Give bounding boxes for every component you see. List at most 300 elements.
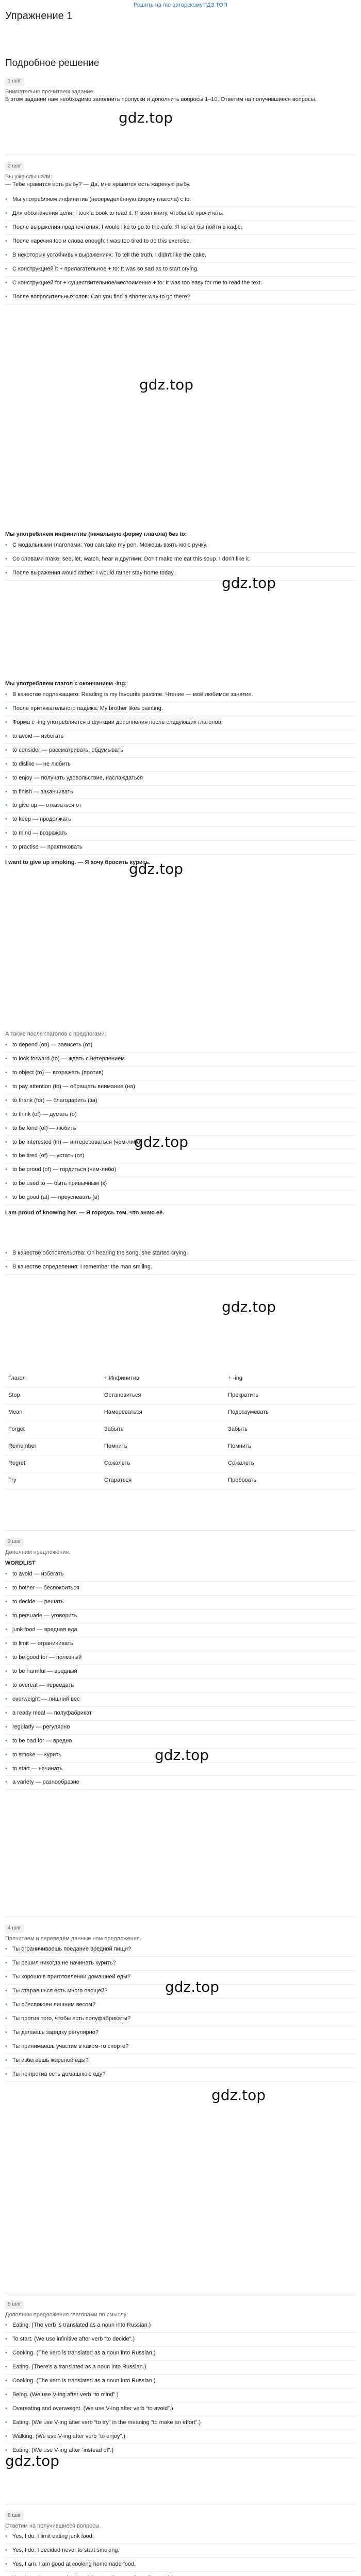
watermark: gdz.top xyxy=(134,1133,189,1150)
word-item-text: a ready meal — полуфабрикат xyxy=(12,1709,92,1716)
word-item-text: to be harmful — вредный xyxy=(12,1668,77,1674)
solution-item xyxy=(5,2402,356,2416)
bullet-icon: • xyxy=(5,1571,7,1578)
word-item-text: to smoke — курить xyxy=(12,1751,62,1758)
word-item xyxy=(5,1721,356,1735)
step10-list xyxy=(5,2530,356,2576)
answer-item xyxy=(5,2572,356,2576)
step5-block xyxy=(5,1030,356,1217)
question-item xyxy=(5,1957,356,1971)
rule-item-text: В качестве подлежащего: Reading is my favourite pastime. Чтение — моё любимое занятие. xyxy=(12,691,253,698)
step4-block xyxy=(5,680,356,867)
table-cell: Стараться xyxy=(101,1472,225,1489)
step2-list xyxy=(5,193,356,304)
rule-item xyxy=(5,235,356,249)
top-link[interactable]: Решить на /по авторскому ГДЗ.ТОП xyxy=(134,2,227,8)
bullet-icon: • xyxy=(5,830,7,837)
verb-item-text: to be tired (of) — устать (от) xyxy=(12,1153,85,1159)
verb-item-text: to thank (for) — благодарить (за) xyxy=(12,1097,97,1104)
question-item xyxy=(5,1943,356,1957)
bullet-icon: • xyxy=(5,2015,7,2022)
step9-block xyxy=(5,2300,356,2458)
bullet-icon: • xyxy=(5,1626,7,1633)
solution-item-text: Being. (We use V-ing after verb “to mind”.) xyxy=(12,2392,119,2398)
word-item-text: to avoid — избегать xyxy=(12,1571,64,1578)
table-cell: Подразумевать xyxy=(225,1404,356,1421)
question-item xyxy=(5,2012,356,2026)
watermark: gdz.top xyxy=(119,109,173,126)
intro-text-1: Внимательно прочитаем задание. xyxy=(5,88,95,95)
bullet-icon: • xyxy=(5,2392,7,2398)
verb-item-text: to mind — возражать xyxy=(12,830,68,837)
verb-item-text: to be interested (in) — интересоваться (чем-либо) xyxy=(12,1139,142,1145)
step5-example: I am proud of knowing her. — Я горжусь тем, что знаю её. xyxy=(5,1210,165,1216)
solution-item-text: Overeating and overweight. (We use V-ing after verb “to avoid”.) xyxy=(12,2405,173,2412)
rule-item xyxy=(5,249,356,263)
verb-item xyxy=(5,1177,356,1191)
word-item-text: to persuade — уговорить xyxy=(12,1613,77,1619)
table-cell: Сожалеть xyxy=(101,1455,225,1472)
table-row xyxy=(5,1472,356,1489)
rule-item xyxy=(5,716,356,730)
rule-item xyxy=(5,1247,356,1261)
table-cell: Пробовать xyxy=(225,1472,356,1489)
bullet-icon: • xyxy=(5,1041,7,1048)
bullet-icon: • xyxy=(5,2405,7,2412)
solution-item xyxy=(5,2375,356,2388)
word-item xyxy=(5,1582,356,1596)
rule-item-text: Мы употребляем инфинитив (неопределённую форму глагола) с to: xyxy=(12,196,191,203)
word-item xyxy=(5,1637,356,1651)
rule-item xyxy=(5,277,356,291)
bullet-icon: • xyxy=(5,2533,7,2540)
step4-title: Мы употребляем глагол с окончанием -ing: xyxy=(5,681,127,687)
word-item xyxy=(5,1762,356,1776)
step8-list xyxy=(5,1943,356,2081)
answer-item-text: Yes, I do. I limit eating junk food. xyxy=(12,2533,94,2540)
word-item-text: overweight — лишний вес xyxy=(12,1696,80,1702)
step6-block xyxy=(5,1247,356,1275)
bullet-icon: • xyxy=(5,1139,7,1145)
bullet-icon: • xyxy=(5,555,7,562)
bullet-icon: • xyxy=(5,1751,7,1758)
intro-text-2: В этом задании нам необходимо заполнить пропуски и дополнить вопросы 1–10. Ответим на получившиеся вопросы. xyxy=(5,96,317,103)
bullet-icon: • xyxy=(5,1111,7,1117)
bullet-icon: • xyxy=(5,1779,7,1786)
table-cell: Сожалеть xyxy=(225,1455,356,1472)
bullet-icon: • xyxy=(5,1765,7,1772)
verb-item-text: to be proud (of) — гордиться (чем-либо) xyxy=(12,1166,117,1173)
solution-item-text: Eating. (There's a translated as a noun into Russian.) xyxy=(12,2364,146,2370)
word-item xyxy=(5,1596,356,1609)
question-item-text: Ты обеспокоен лишним весом? xyxy=(12,2002,95,2008)
word-item xyxy=(5,1623,356,1637)
verb-item-text: to pay attention (to) — обращать внимание (на) xyxy=(12,1083,135,1090)
rule-item xyxy=(5,291,356,304)
table-row xyxy=(5,1455,356,1472)
table-header-cell: Глагол xyxy=(5,1370,101,1387)
verb-item xyxy=(5,1039,356,1053)
bullet-icon: • xyxy=(5,196,7,203)
verb-item xyxy=(5,1066,356,1080)
rule-item-text: В некоторых устойчивых выражениях: To tell the truth, I didn't like the cake. xyxy=(12,252,207,259)
question-item-text: Ты делаешь зарядку регулярно? xyxy=(12,2029,99,2036)
bullet-icon: • xyxy=(5,1055,7,1062)
bullet-icon: • xyxy=(5,1069,7,1076)
watermark: gdz.top xyxy=(165,1978,220,1995)
step5-lead: А также после глаголов с предлогами: xyxy=(5,1031,106,1037)
step10-block xyxy=(5,2512,356,2576)
verb-item xyxy=(5,730,356,744)
bullet-icon: • xyxy=(5,1263,7,1270)
word-item xyxy=(5,1651,356,1665)
verb-item xyxy=(5,841,356,855)
table-cell: Forget xyxy=(5,1421,101,1438)
table-header xyxy=(5,1370,356,1387)
rule-item-text: Со словами make, see, let, watch, hear и другими: Don't make me eat this soup. I don't like it. xyxy=(12,555,251,562)
verb-item-text: to practise — практиковать xyxy=(12,844,83,851)
bullet-icon: • xyxy=(5,266,7,273)
verb-item xyxy=(5,827,356,841)
solution-item xyxy=(5,2430,356,2444)
solution-item-text: Cooking. (The verb is translated as a noun into Russian.) xyxy=(12,2378,156,2384)
step-badge: 2 шаг xyxy=(5,162,24,171)
word-item-text: to bother — беспокоиться xyxy=(12,1585,79,1591)
question-item-text: Ты принимаешь участие в каком-то спорте? xyxy=(12,2043,129,2049)
step7-lead: Дополним предложения: xyxy=(5,1549,71,1555)
rule-item-text: После притяжательного падежа: My brother likes painting. xyxy=(12,705,163,711)
bullet-icon: • xyxy=(5,1974,7,1980)
verb-item xyxy=(5,1080,356,1094)
bullet-icon: • xyxy=(5,1250,7,1256)
verb-item xyxy=(5,772,356,786)
solution-item xyxy=(5,2361,356,2375)
table-block xyxy=(5,1370,356,1489)
verb-item xyxy=(5,1108,356,1122)
question-item xyxy=(5,1998,356,2012)
table-cell: Try xyxy=(5,1472,101,1489)
word-item-text: to decide — решать xyxy=(12,1599,64,1605)
verb-item-text: to be good (at) — преуспевать (в) xyxy=(12,1194,100,1201)
question-item-text: Ты не против есть домашнюю еду? xyxy=(12,2071,106,2077)
bullet-icon: • xyxy=(5,2336,7,2343)
verb-item-text: to finish — заканчивать xyxy=(12,788,73,795)
verb-item-text: to avoid — избегать xyxy=(12,733,64,739)
verb-item xyxy=(5,1163,356,1177)
table-header-cell: + Инфинитив xyxy=(101,1370,225,1387)
step3-title: Мы употребляем инфинитив (начальную форму глагола) без to: xyxy=(5,531,187,537)
step4-verbs xyxy=(5,730,356,855)
bullet-icon: • xyxy=(5,1125,7,1131)
bullet-icon: • xyxy=(5,1153,7,1159)
bullet-icon: • xyxy=(5,733,7,739)
rule-item-text: С модальными глаголами: You can take my pen. Можешь взять мою ручку. xyxy=(12,541,208,548)
solution-item-text: To start. (We use infinitive after verb “to decide”.) xyxy=(12,2336,135,2343)
verb-item-text: to depend (on) — зависеть (от) xyxy=(12,1041,93,1048)
word-item xyxy=(5,1609,356,1623)
watermark: gdz.top xyxy=(5,2452,60,2469)
bullet-icon: • xyxy=(5,1946,7,1953)
page-subtitle: Подробное решение xyxy=(5,58,100,69)
bullet-icon: • xyxy=(5,1668,7,1674)
rule-item-text: В качестве определения: I remember the man smiling. xyxy=(12,1263,153,1270)
rule-item-text: С конструкцией it + прилагательное + to: It was so sad as to start crying. xyxy=(12,266,199,273)
verb-item xyxy=(5,758,356,772)
watermark: gdz.top xyxy=(211,2087,266,2104)
bullet-icon: • xyxy=(5,705,7,711)
step9-lead: Дополним предложения глаголами по смыслу: xyxy=(5,2311,128,2318)
table-cell: Забыть xyxy=(101,1421,225,1438)
solution-item-text: Eating. (We use V-ing after verb “to try” in the meaning “to make an effort”.) xyxy=(12,2419,201,2426)
bullet-icon: • xyxy=(5,1723,7,1730)
solution-item xyxy=(5,2319,356,2333)
bullet-icon: • xyxy=(5,1194,7,1201)
intro-block xyxy=(5,77,356,104)
table-cell: Помнить xyxy=(225,1438,356,1455)
answer-item xyxy=(5,2558,356,2572)
word-item-text: regularly — регулярно xyxy=(12,1723,70,1730)
verb-item xyxy=(5,1094,356,1108)
verb-item xyxy=(5,799,356,813)
question-item xyxy=(5,2026,356,2040)
step2-block xyxy=(5,162,356,304)
rule-item-text: После выражения would rather: I would rather stay home today. xyxy=(12,569,175,576)
step2-lead: — Тебе нравится есть рыбу? — Да, мне нравится есть жареную рыбу. xyxy=(5,181,191,188)
bullet-icon: • xyxy=(5,210,7,217)
rule-item xyxy=(5,539,356,553)
question-item xyxy=(5,2054,356,2068)
step-badge: 1 шаг xyxy=(5,77,24,86)
bullet-icon: • xyxy=(5,569,7,576)
table-cell: Забыть xyxy=(225,1421,356,1438)
table-row xyxy=(5,1438,356,1455)
table-row xyxy=(5,1404,356,1421)
question-item-text: Ты против того, чтобы есть полуфабрикаты? xyxy=(12,2015,131,2022)
table-body xyxy=(5,1387,356,1489)
bullet-icon: • xyxy=(5,2071,7,2077)
step8-lead: Прочитаем и переведём данные нам предложения. xyxy=(5,1935,141,1942)
word-item-text: to be bad for — вредно xyxy=(12,1737,72,1744)
answer-item-text: Yes, I am. I am good at cooking homemade food. xyxy=(12,2561,136,2568)
step5-verbs xyxy=(5,1039,356,1205)
step-badge: 5 шаг xyxy=(5,2300,24,2309)
bullet-icon: • xyxy=(5,1180,7,1187)
rule-item-text: Для обозначения цели: I took a book to read it. Я взял книгу, чтобы её прочитать. xyxy=(12,210,224,217)
verb-item-text: to give up — отказаться от xyxy=(12,802,81,809)
bullet-icon: • xyxy=(5,252,7,259)
bullet-icon: • xyxy=(5,1640,7,1647)
wordlist-title: WORDLIST xyxy=(5,1560,36,1567)
step-badge: 6 шаг xyxy=(5,2512,24,2520)
bullet-icon: • xyxy=(5,2043,7,2049)
word-item xyxy=(5,1665,356,1679)
bullet-icon: • xyxy=(5,802,7,809)
table-cell: Намереваться xyxy=(101,1404,225,1421)
word-item-text: to be good for — полезный xyxy=(12,1654,82,1660)
verb-item-text: to be used to — быть привычным (к) xyxy=(12,1180,107,1187)
verb-item xyxy=(5,1053,356,1066)
rule-item xyxy=(5,1261,356,1275)
bullet-icon: • xyxy=(5,541,7,548)
question-item-text: Ты решил никогда не начинать курить? xyxy=(12,1960,116,1967)
answer-item xyxy=(5,2544,356,2558)
bullet-icon: • xyxy=(5,774,7,781)
bullet-icon: • xyxy=(5,747,7,753)
question-item-text: Ты избегаешь жареной еды? xyxy=(12,2057,89,2063)
rule-item xyxy=(5,263,356,277)
bullet-icon: • xyxy=(5,280,7,286)
bullet-icon: • xyxy=(5,2447,7,2453)
verb-item xyxy=(5,1191,356,1205)
step8-block xyxy=(5,1924,356,2082)
bullet-icon: • xyxy=(5,1585,7,1591)
bullet-icon: • xyxy=(5,1709,7,1716)
step4-example: I want to give up smoking. — Я хочу бросить курить. xyxy=(5,859,151,866)
step-badge: 4 шаг xyxy=(5,1924,24,1933)
question-item xyxy=(5,2040,356,2054)
bullet-icon: • xyxy=(5,1166,7,1173)
word-item xyxy=(5,1568,356,1582)
watermark: gdz.top xyxy=(139,376,194,393)
question-item xyxy=(5,2068,356,2082)
verb-item-text: to enjoy — получать удовольствие, наслаждаться xyxy=(12,774,143,781)
table-cell: Regret xyxy=(5,1455,101,1472)
verb-item-text: to keep — продолжать xyxy=(12,816,71,823)
bullet-icon: • xyxy=(5,2378,7,2384)
solution-item xyxy=(5,2333,356,2347)
word-item xyxy=(5,1707,356,1721)
rule-item xyxy=(5,702,356,716)
table-row xyxy=(5,1421,356,1438)
rule-item xyxy=(5,221,356,235)
question-item-text: Ты ограничиваешь поедание вредной пищи? xyxy=(12,1946,132,1953)
step4-list xyxy=(5,688,356,730)
watermark: gdz.top xyxy=(155,1747,209,1764)
word-item xyxy=(5,1693,356,1707)
answer-item xyxy=(5,2530,356,2544)
rule-item-text: После выражения предпочтения: I would like to go to the cafe. Я хотел бы пойти в кафе. xyxy=(12,224,242,231)
bullet-icon: • xyxy=(5,2350,7,2357)
verb-item-text: to think (of) — думать (о) xyxy=(12,1111,77,1117)
table-header-cell: + -ing xyxy=(225,1370,356,1387)
step3-block xyxy=(5,531,356,581)
bullet-icon: • xyxy=(5,816,7,823)
table-cell: Помнить xyxy=(101,1438,225,1455)
verb-item-text: to dislike — не любить xyxy=(12,760,71,767)
answer-item-text: Yes, I do. I decided never to start smoking. xyxy=(12,2547,120,2554)
bullet-icon: • xyxy=(5,2419,7,2426)
table-cell: Прекратить xyxy=(225,1387,356,1404)
bullet-icon: • xyxy=(5,1682,7,1688)
bullet-icon: • xyxy=(5,2561,7,2568)
bullet-icon: • xyxy=(5,1097,7,1104)
bullet-icon: • xyxy=(5,2322,7,2329)
page-title: Упражнение 1 xyxy=(5,10,73,22)
bullet-icon: • xyxy=(5,224,7,231)
verb-item xyxy=(5,813,356,827)
table-cell: Mean xyxy=(5,1404,101,1421)
step2-label: Вы уже слышали: xyxy=(5,173,52,180)
bullet-icon: • xyxy=(5,1737,7,1744)
bullet-icon: • xyxy=(5,2002,7,2008)
rule-item xyxy=(5,553,356,567)
word-item-text: to start — начинать xyxy=(12,1765,63,1772)
rule-item-text: Форма с -ing употребляется в функции дополнения после следующих глаголов: xyxy=(12,719,223,725)
bullet-icon: • xyxy=(5,1654,7,1660)
bullet-icon: • xyxy=(5,1613,7,1619)
verb-item-text: to look forward (to) — ждать с нетерпением xyxy=(12,1055,125,1062)
rule-item-text: После вопросительных слов: Can you find a shorter way to go there? xyxy=(12,293,190,300)
bullet-icon: • xyxy=(5,691,7,698)
bullet-icon: • xyxy=(5,1988,7,1994)
solution-item-text: Eating. (The verb is translated as a noun into Russian.) xyxy=(12,2322,151,2329)
step9-list xyxy=(5,2319,356,2458)
word-item xyxy=(5,1776,356,1790)
rule-item-text: В качестве обстоятельства: On hearing the song, she started crying. xyxy=(12,1250,188,1256)
bullet-icon: • xyxy=(5,1960,7,1967)
word-item xyxy=(5,1679,356,1693)
verb-item xyxy=(5,786,356,800)
bullet-icon: • xyxy=(5,1696,7,1702)
bullet-icon: • xyxy=(5,238,7,245)
step6-list xyxy=(5,1247,356,1275)
bullet-icon: • xyxy=(5,844,7,851)
verb-item-text: to consider — рассматривать, обдумывать xyxy=(12,747,123,753)
bullet-icon: • xyxy=(5,2547,7,2554)
watermark: gdz.top xyxy=(222,1298,276,1315)
question-item-text: Ты хорошо в приготовлении домашней еды? xyxy=(12,1974,131,1980)
watermark: gdz.top xyxy=(129,860,184,877)
word-item-text: to overeat — переедать xyxy=(12,1682,74,1688)
solution-item xyxy=(5,2388,356,2402)
bullet-icon: • xyxy=(5,1083,7,1090)
rule-item-text: С конструкцией for + существительное/местоимение + to: It was too easy for me to read the text. xyxy=(12,280,262,286)
solution-item xyxy=(5,2416,356,2430)
rule-item xyxy=(5,688,356,702)
verb-item-text: to object (to) — возражать (против) xyxy=(12,1069,104,1076)
table-cell: Remember xyxy=(5,1438,101,1455)
watermark: gdz.top xyxy=(222,574,276,591)
bullet-icon: • xyxy=(5,2057,7,2063)
bullet-icon: • xyxy=(5,760,7,767)
word-item-text: junk food — вредная еда xyxy=(12,1626,77,1633)
table-cell: Остановиться xyxy=(101,1387,225,1404)
bullet-icon: • xyxy=(5,1599,7,1605)
table-cell: Stop xyxy=(5,1387,101,1404)
step10-lead: Ответим на получившиеся вопросы. xyxy=(5,2522,101,2529)
verb-item xyxy=(5,1149,356,1163)
word-item-text: a variety — разнообразие xyxy=(12,1779,79,1786)
solution-item-text: Cooking. (The verb is translated as a noun into Russian.) xyxy=(12,2350,156,2357)
word-item-text: to limit — ограничивать xyxy=(12,1640,73,1647)
bullet-icon: • xyxy=(5,719,7,725)
rule-item xyxy=(5,207,356,221)
bullet-icon: • xyxy=(5,293,7,300)
step3-list xyxy=(5,539,356,581)
question-item-text: Ты стараешься есть много овощей? xyxy=(12,1988,108,1994)
rule-item-text: После наречия too и слова enough: I was too tired to do this exercise. xyxy=(12,238,191,245)
solution-item-text: Walking. (We use V-ing after verb “to enjoy”.) xyxy=(12,2433,125,2439)
solution-item-text: Eating. (We use V-ing after “instead of”.) xyxy=(12,2447,114,2453)
bullet-icon: • xyxy=(5,2433,7,2439)
verb-table xyxy=(5,1370,356,1489)
rule-item xyxy=(5,193,356,207)
bullet-icon: • xyxy=(5,2364,7,2370)
divider xyxy=(5,1530,356,1531)
table-row xyxy=(5,1387,356,1404)
step-badge: 3 шаг xyxy=(5,1538,24,1547)
rule-item xyxy=(5,567,356,581)
